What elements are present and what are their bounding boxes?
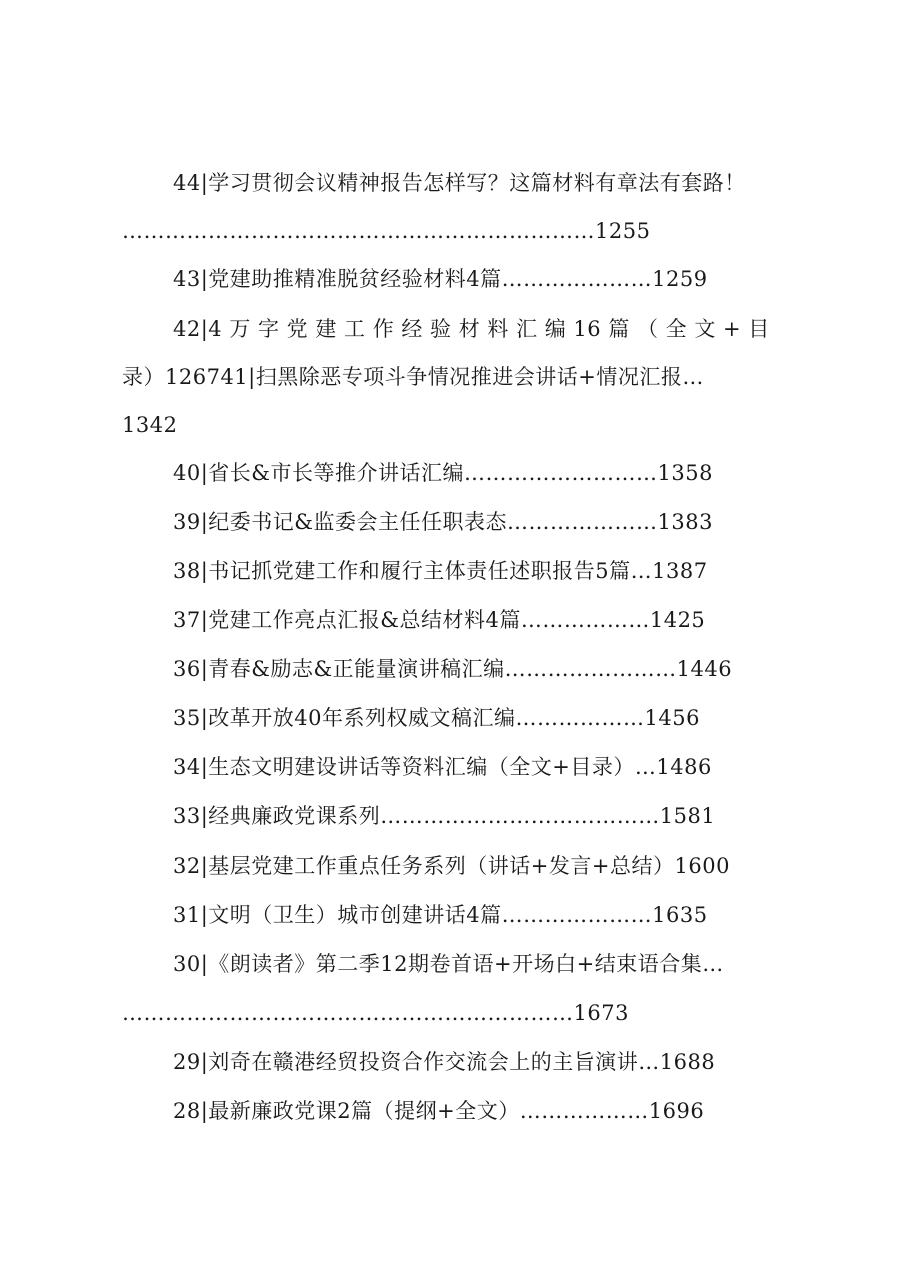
- toc-entry-31: [0, 898, 909, 932]
- toc-entry-page: 1342: [122, 413, 178, 437]
- toc-entry-text: 录）126741|扫黑除恶专项斗争情况推进会讲话+情况汇报…: [122, 365, 704, 389]
- toc-entry-text: 43|党建助推精准脱贫经验材料4篇…………………1259: [173, 267, 708, 291]
- toc-entry-40: [0, 456, 909, 490]
- toc-entry-42-line-1: [0, 312, 909, 346]
- toc-entry-text: 44|学习贯彻会议精神报告怎样写？这篇材料有章法有套路！: [173, 171, 746, 195]
- toc-entry-leader-page: ………………………………………………………1673: [122, 1001, 629, 1025]
- toc-entry-text: 30|《朗读者》第二季12期卷首语+开场白+结束语合集…: [173, 952, 724, 976]
- toc-entry-30-line-1: [0, 947, 909, 981]
- toc-entry-text: 38|书记抓党建工作和履行主体责任述职报告5篇…1387: [173, 559, 708, 583]
- toc-entry-29: [0, 1045, 909, 1079]
- toc-entry-text: 28|最新廉政党课2篇（提纲+全文）………………1696: [173, 1099, 705, 1123]
- toc-entry-37: [0, 603, 909, 637]
- toc-entry-text: 31|文明（卫生）城市创建讲话4篇…………………1635: [173, 903, 708, 927]
- toc-entry-35: [0, 701, 909, 735]
- toc-entry-text: 29|刘奇在赣港经贸投资合作交流会上的主旨演讲…1688: [173, 1050, 716, 1074]
- toc-entry-text: 35|改革开放40年系列权威文稿汇编………………1456: [173, 706, 700, 730]
- toc-entry-34: [0, 750, 909, 784]
- toc-entry-text: 32|基层党建工作重点任务系列（讲话+发言+总结）1600: [173, 854, 730, 878]
- toc-entry-38: [0, 554, 909, 588]
- toc-entry-28: [0, 1094, 909, 1128]
- toc-entry-text: 34|生态文明建设讲话等资料汇编（全文+目录）…1486: [173, 755, 712, 779]
- toc-entry-text: 36|青春&励志&正能量演讲稿汇编……………………1446: [173, 657, 733, 681]
- toc-entry-30-line-2: [0, 996, 909, 1030]
- toc-entry-44-line-2: [0, 214, 909, 248]
- toc-entry-44-line-1: [0, 166, 909, 200]
- toc-entry-text: 40|省长&市长等推介讲话汇编………………………1358: [173, 461, 713, 485]
- toc-entry-39: [0, 505, 909, 539]
- toc-entry-43: [0, 262, 909, 296]
- toc-entry-text: 42|4 万 字 党 建 工 作 经 验 材 料 汇 编 16 篇 （ 全 文 + 目: [173, 317, 770, 341]
- toc-entry-32: [0, 849, 909, 883]
- toc-entry-33: [0, 799, 909, 833]
- toc-entry-leader-page: …………………………………………………………1255: [122, 219, 651, 243]
- toc-entry-text: 39|纪委书记&监委会主任任职表态…………………1383: [173, 510, 713, 534]
- toc-entry-text: 37|党建工作亮点汇报&总结材料4篇………………1425: [173, 608, 706, 632]
- toc-entry-42-line-2: [0, 360, 909, 394]
- toc-entry-42-line-3: [0, 408, 909, 442]
- toc-entry-text: 33|经典廉政党课系列…………………………………1581: [173, 804, 716, 828]
- toc-entry-36: [0, 652, 909, 686]
